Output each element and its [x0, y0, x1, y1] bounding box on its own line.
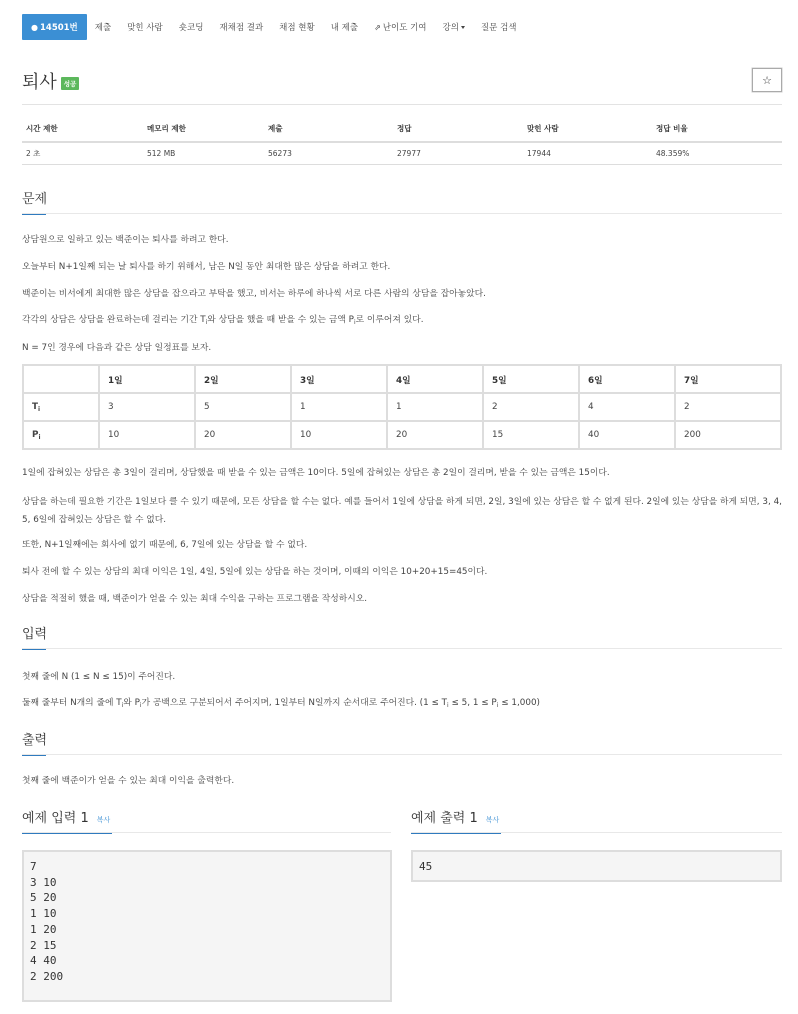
problem-paragraph: N = 7인 경우에 다음과 같은 상담 일정표를 보자.: [22, 343, 212, 353]
problem-paragraph: 오늘부터 N+1일째 되는 날 퇴사를 하기 위해서, 남은 N일 동안 최대한 많은 상담을 하려고 한다.: [22, 262, 391, 272]
problem-paragraph: 1일에 잡혀있는 상담은 총 3일이 걸리며, 상담했을 때 받을 수 있는 금액은 10이다. 5일에 잡혀있는 상담은 총 2일이 걸리며, 받을 수 있는 금액은 15이다.: [22, 468, 610, 478]
problem-paragraph: 또한, N+1일째에는 회사에 없기 때문에, 6, 7일에 있는 상담을 할 수 없다.: [22, 540, 308, 550]
text-span: 와 상담을 했을 때 받을 수 있는 금액 P: [207, 315, 354, 325]
table-cell: 20: [195, 421, 291, 449]
table-cell: 1: [291, 393, 387, 421]
table-cell: 5: [195, 393, 291, 421]
day-header: 7일: [675, 365, 781, 393]
table-cell: 2: [675, 393, 781, 421]
nav-question-search[interactable]: 질문 검색: [480, 23, 517, 33]
schedule-row-t: [23, 393, 781, 421]
output-heading: [22, 729, 47, 753]
text-span: 둘째 줄부터 N개의 줄에 T: [22, 698, 122, 708]
info-header: 시간 제한: [22, 122, 143, 142]
output-paragraph: 첫째 줄에 백준이가 얻을 수 있는 최대 이익을 출력한다.: [22, 776, 235, 786]
subscript: i: [121, 702, 124, 709]
favorite-star-button[interactable]: [752, 68, 782, 92]
title-row: [22, 68, 79, 94]
schedule-corner: [23, 365, 99, 393]
problem-nav: [22, 14, 525, 40]
row-label-text: T: [32, 401, 39, 412]
day-header: 5일: [483, 365, 579, 393]
table-cell: 3: [99, 393, 195, 421]
nav-problem-id[interactable]: [22, 14, 87, 40]
day-header: 3일: [291, 365, 387, 393]
info-header: 정답 비율: [652, 122, 782, 142]
input-heading: [22, 623, 47, 647]
problem-paragraph: 상담을 적절히 했을 때, 백준이가 얻을 수 있는 최대 수익을 구하는 프로그램을 작성하시오.: [22, 594, 368, 604]
text-span: 로 이루어져 있다.: [355, 315, 424, 325]
nav-my-submissions[interactable]: 내 제출: [330, 23, 359, 33]
problem-paragraph: 퇴사 전에 할 수 있는 상담의 최대 이익은 1일, 4일, 5일에 있는 상담을 하는 것이며, 이때의 이익은 10+20+15=45이다.: [22, 567, 488, 577]
info-value: 17944: [523, 142, 652, 164]
nav-rejudge-results[interactable]: 재채점 결과: [219, 23, 264, 33]
problem-heading: [22, 188, 47, 212]
row-label-text: P: [32, 429, 39, 440]
nav-lectures[interactable]: [435, 14, 473, 40]
table-cell: 200: [675, 421, 781, 449]
subscript: i: [38, 433, 41, 441]
info-header: 맞힌 사람: [523, 122, 652, 142]
title-divider: [22, 104, 782, 105]
info-header: 제출: [264, 122, 393, 142]
sample-output-heading: [411, 807, 499, 831]
subscript: i: [205, 319, 208, 326]
section-divider: [22, 213, 782, 214]
page-title: 퇴사: [22, 72, 57, 93]
day-header: 2일: [195, 365, 291, 393]
subscript: i: [139, 702, 142, 709]
nav-solved-users[interactable]: 맞힌 사람: [127, 23, 163, 33]
caret-down-icon: [461, 26, 465, 29]
subscript: i: [447, 702, 449, 709]
problem-info-table: [22, 122, 782, 165]
copy-sample-input-button[interactable]: 복사: [96, 816, 111, 824]
problem-heading-text: 문제: [22, 192, 48, 207]
star-icon: ☆: [762, 73, 772, 87]
table-cell: 10: [99, 421, 195, 449]
sample-input-heading: [22, 807, 110, 831]
output-heading-text: 출력: [22, 733, 48, 748]
section-divider: [411, 832, 782, 833]
section-divider: [22, 754, 782, 755]
table-cell: 4: [579, 393, 675, 421]
sample-output-heading-text: 예제 출력 1: [411, 811, 478, 826]
row-label-t: [23, 393, 99, 421]
info-value: 48.359%: [652, 142, 782, 164]
nav-problem-id-label: 14501번: [39, 23, 78, 33]
table-cell: 15: [483, 421, 579, 449]
table-cell: 2: [483, 393, 579, 421]
input-paragraph: [22, 695, 782, 714]
user-icon: ●: [31, 22, 38, 32]
row-label-p: [23, 421, 99, 449]
status-badge: 성공: [61, 77, 80, 90]
input-heading-text: 입력: [22, 627, 48, 642]
nav-submit[interactable]: 제출: [94, 23, 112, 33]
schedule-table: [22, 364, 782, 450]
info-value: 27977: [393, 142, 523, 164]
schedule-row-p: [23, 421, 781, 449]
text-span: 각각의 상담은 상담을 완료하는데 걸리는 기간 T: [22, 315, 206, 325]
info-value: 512 MB: [143, 142, 264, 164]
text-span: 가 공백으로 구분되어서 주어지며, 1일부터 N일까지 순서대로 주어진다. (1 ≤ T: [141, 698, 448, 708]
schedule-header-row: [23, 365, 781, 393]
table-cell: 1: [387, 393, 483, 421]
text-span: ≤ 5, 1 ≤ P: [448, 698, 497, 708]
problem-paragraph: [22, 312, 782, 331]
day-header: 4일: [387, 365, 483, 393]
info-value: 56273: [264, 142, 393, 164]
info-header: 정답: [393, 122, 523, 142]
problem-paragraph: 상담을 하는데 필요한 기간은 1일보다 클 수 있기 때문에, 모든 상담을 할 수는 없다. 예를 들어서 1일에 상담을 하게 되면, 2일, 3일에 있는 상담은 할 수 없게 된다. 2일에 있는 상담을 하게 되면, 3, 4, 5, 6일에 잡혀있는 상담은 할 수 없다.: [22, 497, 782, 525]
text-span: 와 P: [123, 698, 140, 708]
section-divider: [22, 648, 782, 649]
day-header: 1일: [99, 365, 195, 393]
table-cell: 40: [579, 421, 675, 449]
sample-output-box: 45: [411, 850, 782, 882]
subscript: i: [496, 702, 499, 709]
table-cell: 20: [387, 421, 483, 449]
info-header: 메모리 제한: [143, 122, 264, 142]
problem-paragraph: 상담원으로 일하고 있는 백준이는 퇴사를 하려고 한다.: [22, 235, 229, 245]
nav-short-coding[interactable]: 숏코딩: [178, 23, 204, 33]
problem-paragraph: 백준이는 비서에게 최대한 많은 상담을 잡으라고 부탁을 했고, 비서는 하루에 하나씩 서로 다른 사람의 상담을 잡아놓았다.: [22, 289, 486, 299]
nav-judge-status[interactable]: 채점 현황: [279, 23, 315, 33]
info-value-row: [22, 142, 782, 164]
external-link-icon: ⇗: [374, 22, 381, 32]
subscript: i: [38, 405, 41, 413]
nav-difficulty-contribute[interactable]: [366, 14, 434, 40]
section-divider: [22, 832, 391, 833]
subscript: i: [353, 319, 356, 326]
sample-input-heading-text: 예제 입력 1: [22, 811, 89, 826]
sample-input-box: 7 3 10 5 20 1 10 1 20 2 15 4 40 2 200: [22, 850, 392, 1002]
day-header: 6일: [579, 365, 675, 393]
info-value: 2 초: [22, 142, 143, 164]
nav-difficulty-label: 난이도 기여: [382, 23, 427, 33]
nav-lectures-label: 강의: [442, 23, 459, 33]
copy-sample-output-button[interactable]: 복사: [485, 816, 500, 824]
text-span: ≤ 1,000): [498, 698, 540, 708]
table-cell: 10: [291, 421, 387, 449]
input-paragraph: 첫째 줄에 N (1 ≤ N ≤ 15)이 주어진다.: [22, 672, 176, 682]
info-header-row: [22, 122, 782, 142]
